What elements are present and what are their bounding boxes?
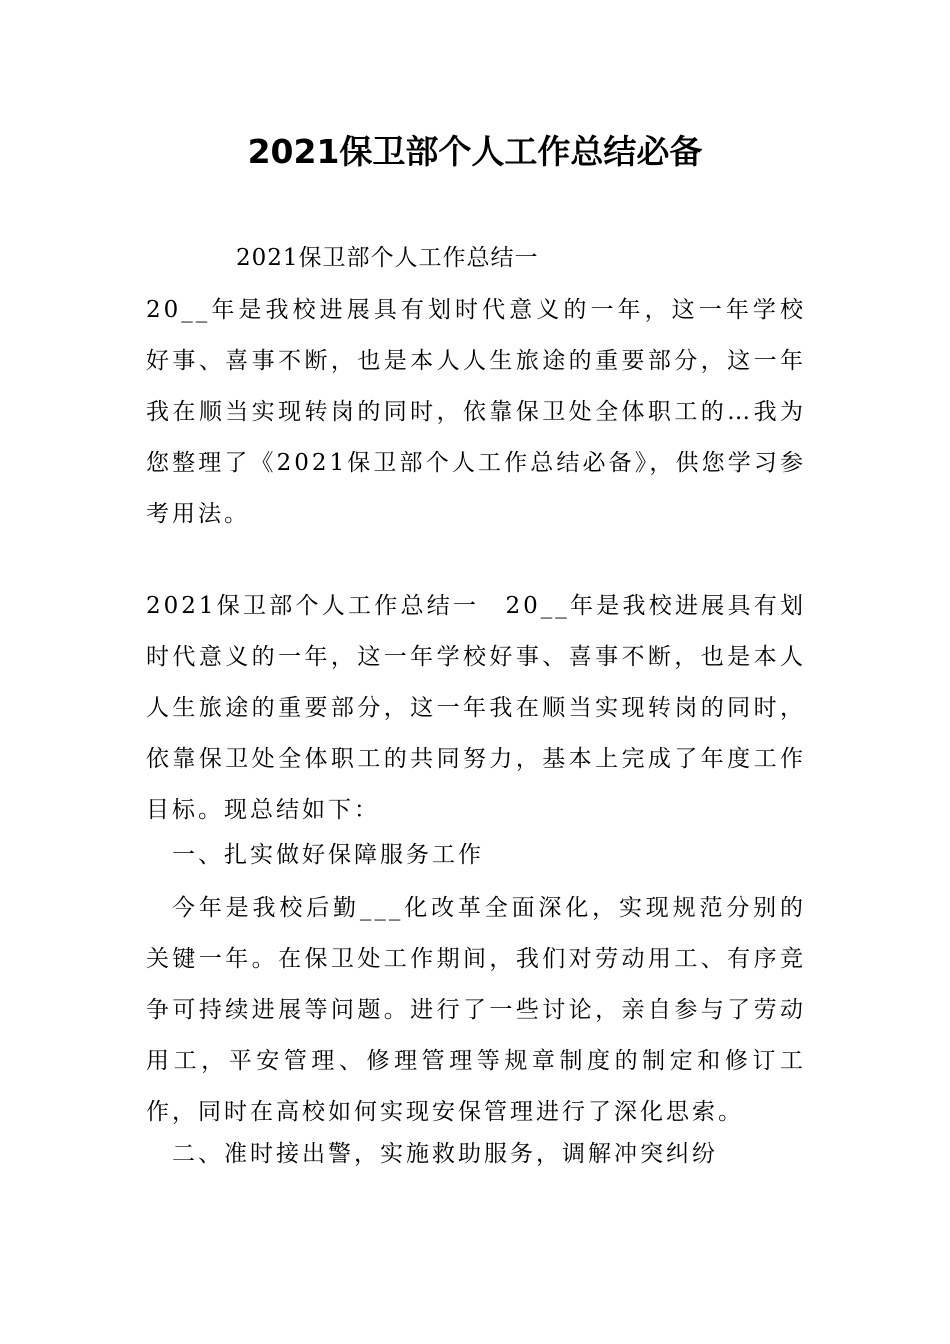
section-2-heading: 二、准时接出警，实施救助服务，调解冲突纠纷 bbox=[172, 1141, 718, 1167]
section-1-paragraph: 今年是我校后勤___化改革全面深化，实现规范分别的关键一年。在保卫处工作期间，我们对劳动用工、有序竞争可持续进展等问题。进行了一些讨论，亲自参与了劳动用工，平安管理、修理管理等规章制度的制定和修订工作，同时在高校如何实现安保管理进行了深化思索。 bbox=[146, 895, 806, 1125]
document-subheading: 2021保卫部个人工作总结一 bbox=[236, 245, 539, 271]
section-1-heading: 一、扎实做好保障服务工作 bbox=[172, 842, 484, 868]
main-paragraph: 2021保卫部个人工作总结一 20__年是我校进展具有划时代意义的一年，这一年学校好事、喜事不断，也是本人人生旅途的重要部分，这一年我在顺当实现转岗的同时，依靠保卫处全体职工的共同努力，基本上完成了年度工作目标。现总结如下： bbox=[146, 593, 806, 823]
document-title: 2021保卫部个人工作总结必备 bbox=[247, 132, 703, 171]
intro-paragraph: 20__年是我校进展具有划时代意义的一年，这一年学校好事、喜事不断，也是本人人生旅途的重要部分，这一年我在顺当实现转岗的同时，依靠保卫处全体职工的…我为您整理了《2021保卫部个人工作总结必备》，供您学习参考用法。 bbox=[146, 297, 806, 527]
